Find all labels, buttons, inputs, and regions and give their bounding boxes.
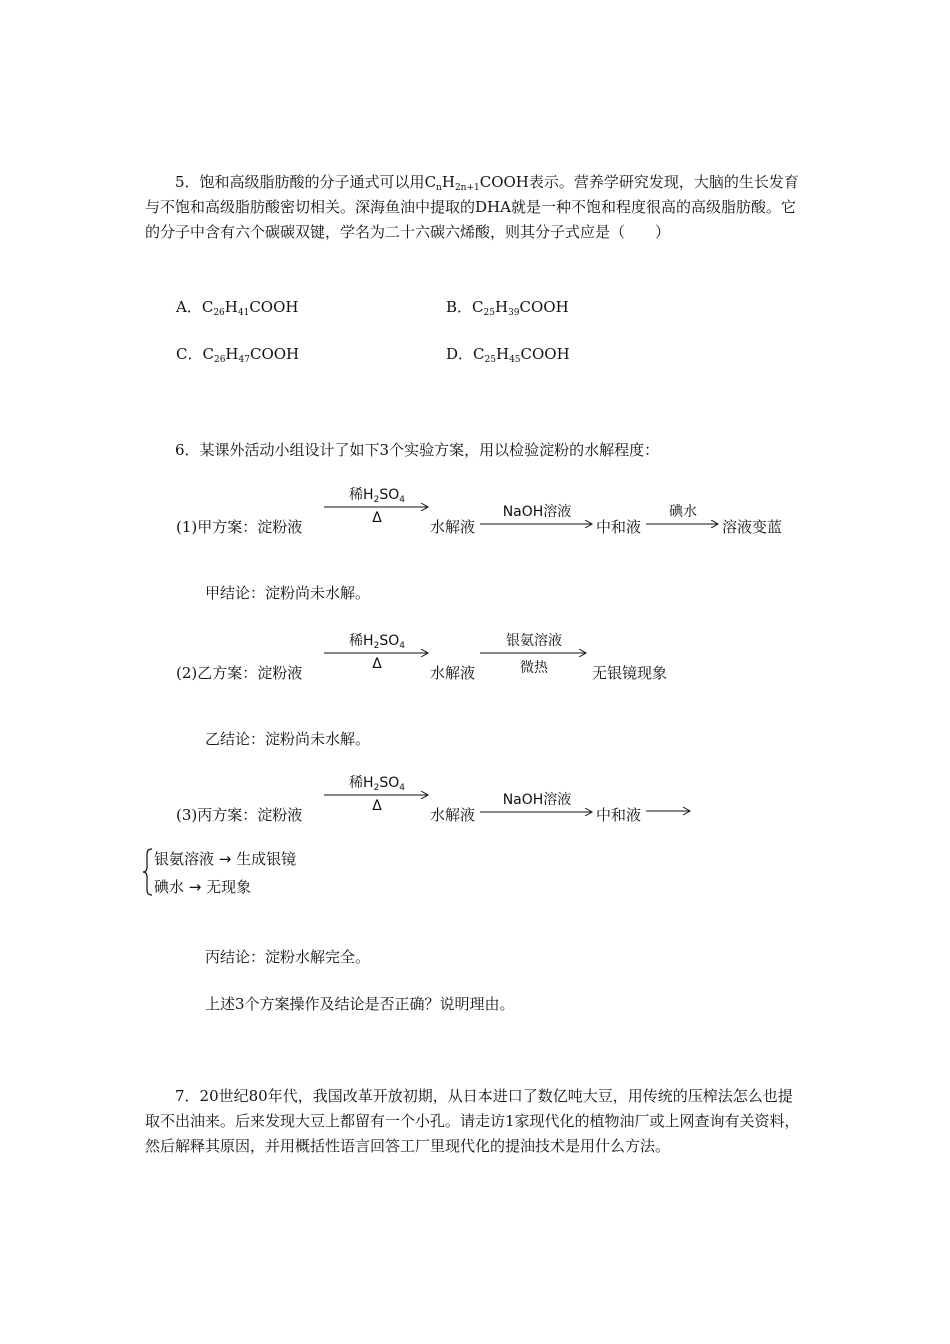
question-6-ask: 上述3个方案操作及结论是否正确？说明理由。 xyxy=(205,995,515,1013)
plan3-label: (3)丙方案：淀粉液 xyxy=(176,806,303,824)
plan2-silver-arrow: 银氨溶液 微热 xyxy=(480,630,588,676)
plan3-mid: 水解液 xyxy=(430,806,476,824)
brace-icon xyxy=(143,848,153,896)
plan1-mid: 水解液 xyxy=(430,518,476,536)
plan3-branch-arrow xyxy=(646,806,692,816)
plan3-mid2: 中和液 xyxy=(596,806,642,824)
plan3-conclusion: 丙结论：淀粉水解完全。 xyxy=(205,948,371,966)
plan1-label: (1)甲方案：淀粉液 xyxy=(176,518,303,536)
plan3-acid-arrow: 稀$H_2SO_4$ Δ xyxy=(324,772,430,816)
plan1-naoh-arrow: NaOH溶液 xyxy=(480,501,594,531)
plan2-acid-arrow: 稀$H_2SO_4$ Δ xyxy=(324,630,430,674)
question-5-text-a: 饱和高级脂肪酸的分子通式可以用 xyxy=(199,173,425,191)
plan3-naoh-arrow: NaOH溶液 xyxy=(480,789,594,819)
plan2-end: 无银镜现象 xyxy=(592,664,668,682)
question-5 xyxy=(145,170,805,245)
option-b: B．$C_{25}H_{39}COOH$ xyxy=(446,298,569,318)
question-5-number: 5． xyxy=(175,173,200,191)
branch-silver: 银氨溶液 → 生成银镜 xyxy=(154,850,297,868)
option-d: D．$C_{25}H_{45}COOH$ xyxy=(446,345,570,365)
plan2-label: (2)乙方案：淀粉液 xyxy=(176,664,303,682)
option-a: A．$C_{26}H_{41}COOH$ xyxy=(176,298,299,318)
question-6-intro: 6．某课外活动小组设计了如下3个实验方案，用以检验淀粉的水解程度： xyxy=(175,441,660,459)
question-5-text-b: 表示。营养学研究发现，大脑的生长发育与不饱和高级脂肪酸密切相关。深海鱼油中提取的DHA就是一种不饱和程度很高的高级脂肪酸。它的分子中含有六个碳碳双键，学名为二十六碳六烯酸，则其分子式应是（ ） xyxy=(145,173,799,241)
plan1-conclusion: 甲结论：淀粉尚未水解。 xyxy=(205,584,371,602)
general-formula: $C_nH_{2n+1}COOH$ xyxy=(424,173,529,193)
option-c: C．$C_{26}H_{47}COOH$ xyxy=(176,345,300,365)
branch-iodine: 碘水 → 无现象 xyxy=(154,878,252,896)
plan2-conclusion: 乙结论：淀粉尚未水解。 xyxy=(205,730,371,748)
plan1-end: 溶液变蓝 xyxy=(722,518,783,536)
plan1-mid2: 中和液 xyxy=(596,518,642,536)
question-7: 7．20世纪80年代，我国改革开放初期，从日本进口了数亿吨大豆，用传统的压榨法怎么也提取不出油来。后来发现大豆上都留有一个小孔。请走访1家现代化的植物油厂或上网查询有关资料，然后解释其原因，并用概括性语言回答工厂里现代化的提油技术是用什么方法。 xyxy=(145,1087,800,1155)
plan1-iodine-arrow: 碘水 xyxy=(646,501,720,531)
plan2-mid: 水解液 xyxy=(430,664,476,682)
plan1-acid-arrow: 稀$H_2SO_4$ Δ xyxy=(324,484,430,528)
